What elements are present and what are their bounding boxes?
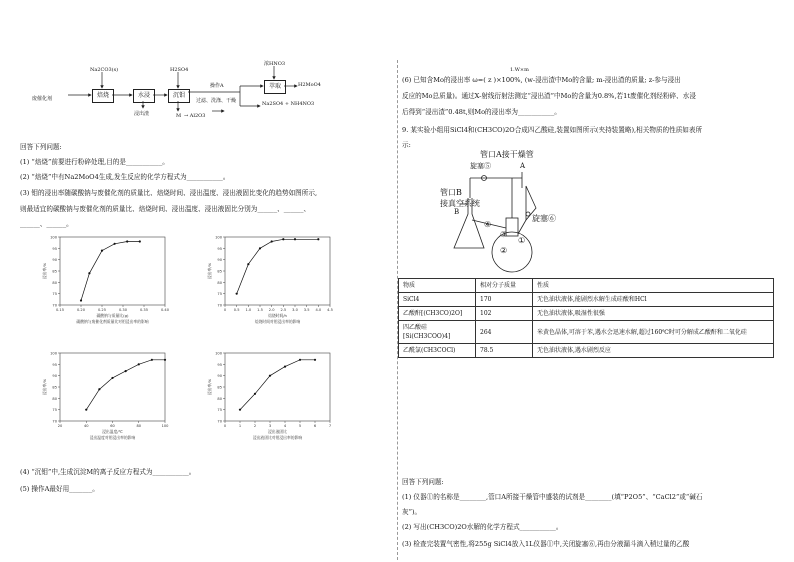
question-6b: 反应的Mo总质量)。通过X-射线衍射法测定“浸出渣”中Mo的含量为0.8%,若1t废催化剂经粉碎、水浸 xyxy=(402,92,696,100)
x-tick-label: 0.35 xyxy=(139,308,149,312)
x-tick-label: 0.30 xyxy=(118,308,128,312)
y-tick-label: 100 xyxy=(50,235,57,240)
x-tick-label: 20 xyxy=(57,424,63,428)
right-question-1b: 灰”)。 xyxy=(402,508,422,516)
x-tick-label: 6 xyxy=(313,424,317,428)
y-tick-label: 100 xyxy=(215,351,222,356)
data-point xyxy=(85,409,87,411)
data-point xyxy=(271,240,273,242)
data-point xyxy=(126,240,128,242)
question-9a: 9. 某实验小组用SiCl4和(CH3CO)2O合成四乙酸硅,装置如图所示(夹持装置略),相关物质的性质如表所 xyxy=(402,126,703,134)
table-cell: 170 xyxy=(476,293,533,307)
chart-frame xyxy=(225,353,330,421)
x-tick-label: 5 xyxy=(298,424,302,428)
apparatus-drawing xyxy=(440,148,580,276)
x-tick-label: 7 xyxy=(328,424,332,428)
data-point xyxy=(151,359,153,361)
y-tick-label: 85 xyxy=(52,385,57,390)
chart-caption: 碳酸钠与废催化剂质量比对钼浸出率的影响 xyxy=(76,319,149,324)
table-cell: 乙酰氯(CH3COCl) xyxy=(399,344,476,358)
label-a: A xyxy=(520,162,526,170)
data-point xyxy=(269,375,271,377)
data-point xyxy=(314,359,316,361)
x-tick-label: 0.5 xyxy=(233,308,240,312)
y-tick-label: 70 xyxy=(217,303,222,308)
flow-reagent-roast: Na2CO3(s) xyxy=(90,67,119,73)
data-point xyxy=(317,238,319,240)
table-row xyxy=(399,344,774,358)
x-tick-label: 4.5 xyxy=(327,308,333,312)
y-tick-label: 95 xyxy=(217,246,222,251)
data-point xyxy=(239,409,241,411)
label-tube-a: 管口A接干燥管 xyxy=(480,150,534,159)
x-tick-label: 1 xyxy=(238,424,242,428)
y-tick-label: 95 xyxy=(52,362,57,367)
y-tick-label: 70 xyxy=(52,419,57,424)
data-point xyxy=(236,293,238,295)
table-row xyxy=(399,307,774,321)
series-line xyxy=(86,360,165,410)
flow-m: M xyxy=(176,113,182,119)
right-question-1: (1) 仪器①的名称是________,管口A所接干燥管中盛装的试剂是________(填“P2O5”、“CaCl2”或“碱石 xyxy=(402,493,703,501)
label-tube-b2: 接真空系统 xyxy=(440,199,480,208)
y-tick-label: 90 xyxy=(52,374,57,379)
y-tick-label: 85 xyxy=(217,269,222,274)
y-tick-label: 75 xyxy=(52,292,57,297)
table-cell: 米黄色晶体,可溶于苯,遇水会迅速水解,超过160℃时可分解成乙酸酐和二氧化硅 xyxy=(533,321,774,344)
data-point xyxy=(125,370,127,372)
data-point xyxy=(299,359,301,361)
question-3a: (3) 钼的浸出率随碳酸钠与废催化剂的质量比、焙烧时间、浸出温度、浸出液固比变化的趋势如图所示, xyxy=(20,189,318,197)
y-tick-label: 80 xyxy=(217,280,222,285)
right-intro: 回答下列问题: xyxy=(402,478,444,486)
flow-box-roast: 焙烧 xyxy=(92,89,114,103)
flow-op-a-detail: 过滤、洗涤、干燥 xyxy=(196,98,237,104)
label-2: ② xyxy=(500,246,508,255)
flow-box-extract: 萃取 xyxy=(264,80,286,94)
y-axis-label: 浸出率/% xyxy=(42,262,47,280)
table-cell: 四乙酸硅 [Si(CH3COO)4] xyxy=(399,321,476,344)
data-point xyxy=(282,238,284,240)
leach-rate-charts xyxy=(0,225,395,470)
label-b: B xyxy=(454,208,460,216)
label-4: ④ xyxy=(484,220,492,229)
flow-box-precip: 沉钼 xyxy=(168,89,190,103)
x-tick-label: 80 xyxy=(136,424,142,428)
series-line xyxy=(81,242,140,301)
table-header-row xyxy=(399,279,774,293)
label-1: ① xyxy=(518,236,526,245)
y-tick-label: 85 xyxy=(217,385,222,390)
y-tick-label: 80 xyxy=(52,396,57,401)
x-tick-label: 0.40 xyxy=(160,308,170,312)
x-tick-label: 3.0 xyxy=(292,308,298,312)
properties-table xyxy=(398,278,774,358)
y-tick-label: 80 xyxy=(217,396,222,401)
y-tick-label: 70 xyxy=(52,303,57,308)
question-4: (4) “沉钼”中,生成沉淀M的离子反应方程式为___________。 xyxy=(20,468,196,476)
question-3b: 则最适宜的碳酸钠与废催化剂的质量比、焙烧时间、浸出温度、浸出液固比分别为______、______、 xyxy=(20,205,311,213)
flow-reagent-h2so4: H2SO4 xyxy=(170,67,189,73)
y-tick-label: 70 xyxy=(217,419,222,424)
data-point xyxy=(284,366,286,368)
y-tick-label: 100 xyxy=(50,351,57,356)
chart-caption: 焙烧时间对钼浸出率的影响 xyxy=(254,319,301,324)
data-point xyxy=(139,240,141,242)
x-tick-label: 0.20 xyxy=(76,308,86,312)
flow-m-to: → Al2O3 xyxy=(184,113,206,119)
flow-reagent-hno3: 浓HNO3 xyxy=(264,61,286,67)
table-header-cell: 性质 xyxy=(533,279,774,293)
x-tick-label: 4.0 xyxy=(315,308,322,312)
flow-product2: Na2SO4 + NH4NO3 xyxy=(262,101,315,107)
y-axis-label: 浸出率/% xyxy=(207,262,212,280)
series-line xyxy=(240,360,315,410)
label-valve-6: 旋塞⑥ xyxy=(532,214,556,223)
flow-feed: 废催化剂 xyxy=(32,96,53,102)
y-tick-label: 95 xyxy=(217,362,222,367)
flow-op-a: 操作A xyxy=(210,83,224,89)
x-tick-label: 40 xyxy=(83,424,89,428)
x-tick-label: 0 xyxy=(223,308,227,312)
label-valve-5: 旋塞⑤ xyxy=(470,162,491,170)
data-point xyxy=(294,238,296,240)
x-tick-label: 2.0 xyxy=(268,308,275,312)
question-2: (2) “焙烧”中有Na2MoO4生成,发生反应的化学方程式为___________。 xyxy=(20,173,230,181)
y-tick-label: 75 xyxy=(52,408,57,413)
question-6c: 后得到“浸出渣”0.48t,则Mo的浸出率为___________。 xyxy=(402,108,561,116)
right-question-3: (3) 检查完装置气密性,将255g SiCl4放入1L仪器①中,关闭旋塞⑥,再由分液漏斗滴入稍过量的乙酸 xyxy=(402,540,690,548)
table-cell: 乙酸酐[(CH3CO)2O] xyxy=(399,307,476,321)
table-cell: 无色油状液体,遇水剧烈反应 xyxy=(533,344,774,358)
y-axis-label: 浸出率/% xyxy=(42,378,47,396)
label-3: ③ xyxy=(500,230,508,239)
data-point xyxy=(98,388,100,390)
right-question-2: (2) 写出(CH3CO)2O水解的化学方程式___________。 xyxy=(402,523,563,531)
formula-numerator: 1.W×m xyxy=(510,67,529,73)
y-axis-label: 浸出率/% xyxy=(207,378,212,396)
table-cell: 78.5 xyxy=(476,344,533,358)
table-cell: SiCl4 xyxy=(399,293,476,307)
table-row xyxy=(399,321,774,344)
x-tick-label: 100 xyxy=(161,424,169,428)
flow-arrows xyxy=(0,0,390,125)
x-tick-label: 60 xyxy=(110,424,115,428)
x-tick-label: 0 xyxy=(223,424,227,428)
label-tube-b1: 管口B xyxy=(440,188,462,197)
data-point xyxy=(80,299,82,301)
x-tick-label: 3 xyxy=(268,424,272,428)
data-point xyxy=(111,377,113,379)
data-point xyxy=(138,363,140,365)
y-tick-label: 75 xyxy=(217,408,222,413)
flow-product1: H2MoO4 xyxy=(298,82,321,88)
question-3c: ______、______。 xyxy=(20,220,73,228)
table-header-cell: 物质 xyxy=(399,279,476,293)
data-point xyxy=(259,247,261,249)
chart-caption: 浸出温度对钼浸出率的影响 xyxy=(89,435,136,440)
data-point xyxy=(164,359,166,361)
y-tick-label: 100 xyxy=(215,235,222,240)
x-tick-label: 1.0 xyxy=(245,308,252,312)
y-tick-label: 90 xyxy=(217,374,222,379)
x-axis-label: 焙烧时间/h xyxy=(268,313,287,318)
x-tick-label: 2.5 xyxy=(280,308,287,312)
y-tick-label: 90 xyxy=(217,258,222,263)
question-6a: (6) 已知含Mo的浸出率 ω=( z )×100%, (w-浸出渣中Mo的含量; m-浸出渣的质量; z-参与浸出 xyxy=(402,76,681,84)
x-tick-label: 0.25 xyxy=(97,308,107,312)
question-1: (1) “焙烧”前要进行粉碎处理,目的是___________。 xyxy=(20,158,169,166)
chart-frame xyxy=(60,237,165,305)
flow-residue: 浸出渣 xyxy=(134,111,150,117)
y-tick-label: 85 xyxy=(52,269,57,274)
chart-frame xyxy=(60,353,165,421)
x-tick-label: 2 xyxy=(253,424,257,428)
data-point xyxy=(254,393,256,395)
data-point xyxy=(88,272,90,274)
x-tick-label: 4 xyxy=(283,424,287,428)
data-point xyxy=(101,250,103,252)
y-tick-label: 95 xyxy=(52,246,57,251)
left-intro: 回答下列问题: xyxy=(20,143,62,151)
x-axis-label: 浸出液固比 xyxy=(268,429,287,434)
table-header-cell: 相对分子质量 xyxy=(476,279,533,293)
y-tick-label: 75 xyxy=(217,292,222,297)
x-axis-label: 碳酸钠与质量比(g) xyxy=(96,313,129,318)
table-cell: 无色油状液体,吸湿性很强 xyxy=(533,307,774,321)
x-tick-label: 0.15 xyxy=(55,308,65,312)
y-tick-label: 90 xyxy=(52,258,57,263)
x-tick-label: 1.5 xyxy=(257,308,263,312)
question-9b: 示: xyxy=(402,141,411,149)
table-cell: 102 xyxy=(476,307,533,321)
table-cell: 264 xyxy=(476,321,533,344)
x-tick-label: 3.5 xyxy=(303,308,310,312)
apparatus-diagram xyxy=(440,148,580,276)
x-axis-label: 浸出温度/℃ xyxy=(102,429,123,434)
data-point xyxy=(114,243,116,245)
data-point xyxy=(247,263,249,265)
table-cell: 无色油状液体,能剧烈水解生成硅酸和HCl xyxy=(533,293,774,307)
question-5: (5) 操作A最好用_______。 xyxy=(20,485,99,493)
table-row xyxy=(399,293,774,307)
chart-frame xyxy=(225,237,330,305)
series-line xyxy=(237,239,319,293)
flow-box-leach: 水浸 xyxy=(133,89,155,103)
flow-chart xyxy=(0,0,390,120)
chart-caption: 浸出液固比对钼浸出率的影响 xyxy=(252,435,303,440)
y-tick-label: 80 xyxy=(52,280,57,285)
